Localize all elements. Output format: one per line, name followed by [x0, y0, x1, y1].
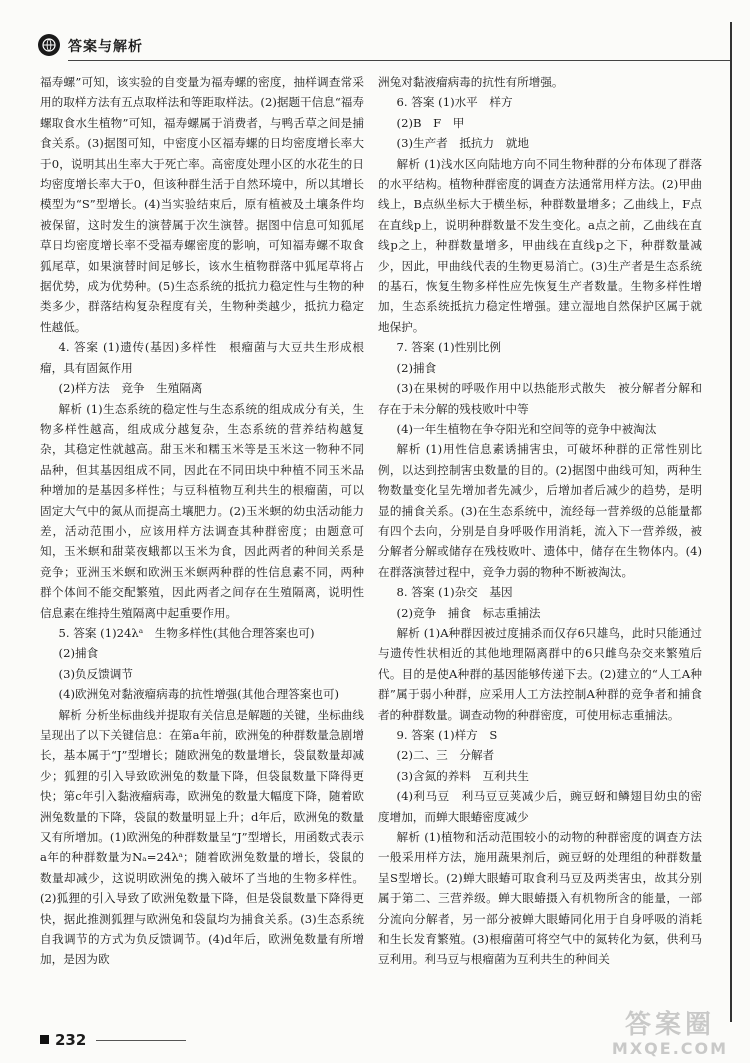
- paragraph: 8. 答案 (1)杂交 基因: [396, 585, 513, 600]
- paragraph: 解析 (1)植物和活动范围较小的动物的种群密度的调查方法一般采用样方法，施用蔬果剂后，豌豆蚜的处理组的种群数量呈S型增长。(2)蝉大眼蝽可取食利马豆及两类害虫，故其分别属于第二、三营养级。蝉大眼蝽摄入有机物所含的能量，一部分流向分解者，另一部分被蝉大眼蝽同化用于自身呼吸的消耗和生长发育繁殖。(3)根瘤菌可将空气中的氮转化为氨，供利马豆利用。利马豆与根瘤菌为互利共生的种间关: [378, 830, 702, 967]
- paragraph: 解析 (1)浅水区向陆地方向不同生物种群的分布体现了群落的水平结构。植物种群密度的调查方法通常用样方法。(2)甲曲线上，B点纵坐标大于横坐标，种群数量增多；乙曲线上，F点在直线p上，说明种群数量不发生变化。a点之前，乙曲线在直线p之上，种群数量增多，甲曲线在直线p之下，种群数量减少，因此，甲曲线代表的生物更易消亡。(3)生产者是生态系统的基石，恢复生物多样性应先恢复生产者数量。生物多样性增加，生态系统抵抗力稳定性增强。建立湿地自然保护区属于就地保护。: [378, 156, 702, 334]
- paragraph: 4. 答案 (1)遗传(基因)多样性 根瘤菌与大豆共生形成根瘤，具有固氮作用: [40, 340, 364, 375]
- paragraph: (3)生产者 抵抗力 就地: [396, 136, 529, 151]
- footer-rule: [96, 1040, 186, 1041]
- paragraph: 洲兔对黏液瘤病毒的抗性有所增强。: [378, 75, 564, 89]
- paragraph: 福寿螺”可知，该实验的自变量为福寿螺的密度，抽样调查常采用的取样方法有五点取样法和等距取样法。(2)据题干信息“福寿螺取食水生植物”可知，福寿螺属于消费者，与鸭舌草之间是捕食关系。(3)据图可知，中密度小区福寿螺的日均密度增长率大于0，说明其出生率大于死亡率。高密度处理小区的水花生的日均密度增长率大于0，但该种群生活于自然环境中，所以其增长模型为“S”型增长。(4)当实验结束后，原有植被及土壤条件均被保留，这时发生的演替属于次生演替。据图中信息可知狐尾草日均密度增长率不受福寿螺密度的影响，可知福寿螺不取食狐尾草，如果演替时间足够长，该水生植物群落中狐尾草将占据优势，成为优势种。(5)生态系统的抵抗力稳定性与生物的种类多少，群落结构复杂程度有关，生物种类越少，抵抗力稳定性越低。: [40, 75, 364, 334]
- paragraph: (4)一年生植物在争夺阳光和空间等的竞争中被淘汰: [396, 421, 657, 436]
- watermark-line-2: MXQE.COM: [611, 1039, 729, 1058]
- paragraph: (4)利马豆 利马豆豆荚减少后，豌豆蚜和鳞翅目幼虫的密度增加，而蝉大眼蝽密度减少: [378, 789, 702, 824]
- header-title: 答案与解析: [68, 39, 143, 55]
- paragraph: 解析 (1)生态系统的稳定性与生态系统的组成成分有关，生物多样性越高，组成成分越复杂，生态系统的营养结构越复杂，其稳定性就越高。甜玉米和糯玉米等是玉米这一物种不同品种，但其基因组成不同，因此在不同田块中种植不同玉米品种增加的是基因多样性；与豆科植物互利共生的根瘤菌，可以固定大气中的氮从而提高土壤肥力。(2)玉米螟的幼虫活动能力差，活动范围小，应该用样方法调查其种群密度；由题意可知，玉米螟和甜菜夜蛾都以玉米为食，因此两者的种间关系是竞争；亚洲玉米螟和欧洲玉米螟两种群的性信息素不同，两种群个体间不能交配繁殖，因此两者之间存在生殖隔离，说明性信息素在维持生殖隔离中起重要作用。: [40, 401, 364, 620]
- paragraph: (2)二、三 分解者: [396, 748, 495, 763]
- right-column: [378, 72, 702, 970]
- page-header: [22, 28, 722, 64]
- left-column: [40, 72, 364, 970]
- paragraph: (3)在果树的呼吸作用中以热能形式散失 被分解者分解和存在于未分解的残枝败叶中等: [378, 381, 702, 416]
- paragraph: 解析 (1)A种群因被过度捕杀而仅存6只雄鸟，此时只能通过与遗传性状相近的其他地理隔离群中的6只雌鸟杂交来繁殖后代。目的是使A种群的基因能够传递下去。(2)建立的“人工A种群”属于弱小种群，应采用人工方法控制A种群的竞争者和捕食者的种群数量。调查动物的种群密度，可使用标志重捕法。: [378, 625, 702, 722]
- paragraph: 5. 答案 (1)24λᵃ 生物多样性(其他合理答案也可): [58, 625, 315, 640]
- header-divider: [68, 60, 730, 61]
- page-number: 232: [55, 1031, 87, 1049]
- paragraph: 7. 答案 (1)性别比例: [396, 340, 501, 355]
- paragraph: 9. 答案 (1)样方 S: [396, 728, 498, 742]
- square-bullet-icon: [40, 1035, 49, 1044]
- paragraph: (3)负反馈调节: [58, 666, 133, 681]
- paragraph: (2)竞争 捕食 标志重捕法: [396, 605, 541, 620]
- paragraph: 6. 答案 (1)水平 样方: [396, 95, 513, 110]
- paragraph: (2)样方法 竞争 生殖隔离: [58, 381, 203, 396]
- paragraph: (2)B F 甲: [396, 115, 465, 130]
- paragraph: (2)捕食: [396, 360, 437, 375]
- paragraph: (3)含氮的养料 互利共生: [396, 768, 529, 783]
- watermark-line-1: 答案圈: [624, 1010, 715, 1040]
- site-watermark: [600, 1010, 740, 1060]
- globe-logo-icon: [38, 34, 60, 56]
- paragraph: (2)捕食: [58, 646, 99, 661]
- paragraph: (4)欧洲兔对黏液瘤病毒的抗性增强(其他合理答案也可): [58, 687, 340, 702]
- paragraph: 解析 分析坐标曲线并提取有关信息是解题的关键，坐标曲线呈现出了以下关键信息：在第a年前，欧洲兔的种群数量急剧增长，基本属于“J”型增长；随欧洲兔的数量增长，袋鼠数量却减少；狐狸的引入导致欧洲兔的数量下降，但袋鼠数量下降得更快；第c年引入黏液瘤病毒，欧洲兔的数量大幅度下降，随着欧洲兔数量的下降，袋鼠的数量明显上升；d年后，欧洲兔的数量又有所增加。(1)欧洲兔的种群数量呈“J”型增长，用函数式表示a年的种群数量为Nₐ=24λᵃ；随着欧洲兔数量的增长，袋鼠的数量却减少，这说明欧洲兔的携入破坏了当地的生物多样性。(2)狐狸的引入导致了欧洲兔数量下降，但是袋鼠数量下降得更快，据此推测狐狸与欧洲兔和袋鼠均为捕食关系。(3)生态系统自我调节的方式为负反馈调节。(4)d年后，欧洲兔数量有所增加，是因为欧: [40, 707, 364, 967]
- page-edge-divider: [730, 22, 732, 1022]
- paragraph: 解析 (1)用性信息素诱捕害虫，可破坏种群的正常性别比例，以达到控制害虫数量的目的。(2)据图中曲线可知，两种生物数量变化呈先增加者先减少，后增加者后减少的趋势，是明显的捕食关系。(3)在生态系统中，流经每一营养级的总能量都有四个去向，分别是自身呼吸作用消耗，流入下一营养级，被分解者分解或储存在残枝败叶、遗体中，储存在生物体内。(4)在群落演替过程中，竞争力弱的物种不断被淘汰。: [378, 442, 702, 579]
- page-footer: [40, 1031, 340, 1055]
